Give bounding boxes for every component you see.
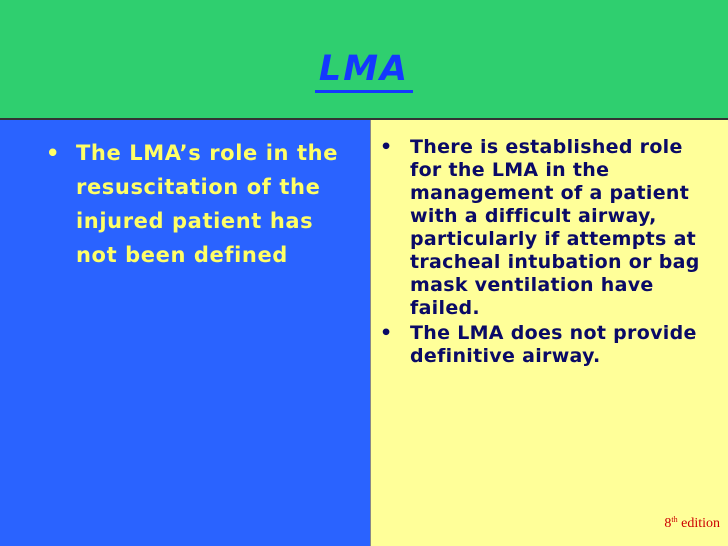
edition-superscript: th [671,515,678,524]
bullet-icon: • [380,136,393,158]
right-bullet-item [380,136,720,320]
slide-title-text: LMA [315,48,413,93]
edition-footer [664,515,720,532]
left-bullet-list [46,136,346,272]
edition-number: 8 [664,516,672,531]
title-band [0,0,728,120]
right-bullet-list [380,136,720,370]
bullet-icon: • [380,322,393,344]
slide-title [0,48,728,93]
right-bullet-text: The LMA does not provide definitive airway. [410,322,697,367]
left-bullet-text: The LMA’s role in the resuscitation of the injured patient has not been defined [76,141,339,267]
right-bullet-text: There is established role for the LMA in the management of a patient with a difficult airway, particularly if attempts at tracheal intubation or bag mask ventilation have failed. [410,136,700,319]
left-bullet-item [46,136,346,272]
bullet-icon: • [46,141,61,165]
edition-text: edition [681,516,720,531]
right-bullet-item [380,322,720,368]
